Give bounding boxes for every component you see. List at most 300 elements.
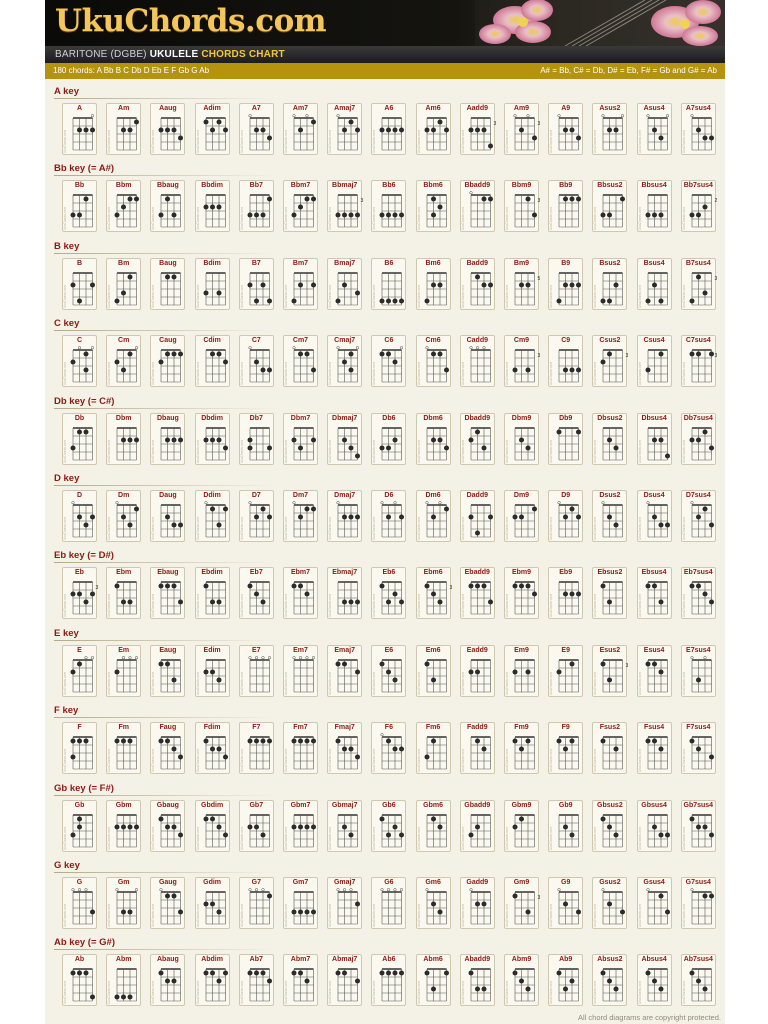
finger-dot [526, 739, 531, 744]
chord-diagram-gbm9[interactable] [504, 800, 539, 852]
chord-diagram-d7[interactable] [239, 490, 274, 542]
chord-diagram-abadd9[interactable] [460, 954, 495, 1006]
chord-diagram-dadd9[interactable] [460, 490, 495, 542]
fretboard [505, 732, 540, 774]
chord-diagram-asus2[interactable] [592, 103, 627, 155]
fretboard [284, 500, 319, 542]
chord-diagram-ebdim[interactable] [195, 567, 230, 619]
chord-diagram-ebmaj7[interactable] [327, 567, 362, 619]
watermark-text: UkuChords.com [681, 517, 686, 540]
chord-diagram-bb9[interactable] [548, 180, 583, 232]
chord-diagram-bbaug[interactable] [150, 180, 185, 232]
watermark-text: UkuChords.com [328, 207, 333, 231]
finger-dot [260, 128, 265, 133]
chord-name: Amaj7 [334, 105, 356, 112]
chord-diagram-gbm6[interactable] [416, 800, 451, 852]
fretboard [417, 655, 452, 697]
chord-diagram-fsus4[interactable] [637, 722, 672, 774]
finger-dot [557, 971, 562, 976]
fretboard [328, 113, 363, 155]
chord-diagram-csus2[interactable] [592, 335, 627, 387]
finger-dot [576, 429, 581, 434]
chord-diagram-gbsus4[interactable] [637, 800, 672, 852]
finger-dot [349, 600, 354, 605]
chord-diagram-gb7[interactable] [239, 800, 274, 852]
chord-diagram-cm7[interactable] [283, 335, 318, 387]
finger-dot [702, 136, 707, 141]
chord-diagram-abm9[interactable] [504, 954, 539, 1006]
chord-diagram-bm[interactable] [106, 258, 141, 310]
finger-dot [620, 197, 625, 202]
key-divider [54, 253, 276, 254]
chord-diagram-db7sus4[interactable] [681, 413, 716, 465]
finger-dot [380, 213, 385, 218]
finger-dot [178, 437, 183, 442]
chord-diagram-g9[interactable] [548, 877, 583, 929]
chord-diagram-gm6[interactable] [416, 877, 451, 929]
finger-dot [355, 515, 360, 520]
chord-diagram-ab9[interactable] [548, 954, 583, 1006]
chord-diagram-gb6[interactable] [371, 800, 406, 852]
watermark-text: UkuChords.com [107, 362, 112, 386]
chord-name: Bb [74, 182, 85, 190]
chord-diagram-dbm7[interactable] [283, 413, 318, 465]
chord-diagram-fm6[interactable] [416, 722, 451, 774]
finger-dot [311, 368, 316, 373]
chord-diagram-eb7[interactable] [239, 567, 274, 619]
finger-dot [311, 507, 316, 512]
chord-diagram-bb[interactable] [62, 180, 97, 232]
chord-diagram-bbm[interactable] [106, 180, 141, 232]
finger-dot [311, 282, 316, 287]
finger-dot [526, 584, 531, 589]
watermark-text: UkuChords.com [328, 904, 333, 927]
chord-diagram-amaj7[interactable] [327, 103, 362, 155]
chord-diagram-daug[interactable] [150, 490, 185, 542]
chord-diagram-c9[interactable] [548, 335, 583, 387]
finger-dot [336, 971, 341, 976]
chord-diagram-d9[interactable] [548, 490, 583, 542]
chord-name: Esus4 [643, 646, 665, 654]
chord-diagram-badd9[interactable] [460, 258, 495, 310]
finger-dot [386, 971, 391, 976]
chord-diagram-f7sus4[interactable] [681, 722, 716, 774]
key-heading: Bb key (= A#) [54, 163, 115, 175]
open-string-marker [381, 501, 384, 504]
chord-diagram-eb7sus4[interactable] [681, 567, 716, 619]
chord-name: Ddim [203, 492, 221, 499]
watermark-text: UkuChords.com [549, 981, 554, 1005]
fretboard [461, 810, 496, 852]
fretboard [240, 732, 275, 774]
chord-diagram-cdim[interactable] [195, 335, 230, 387]
chord-diagram-cmaj7[interactable] [327, 335, 362, 387]
chord-diagram-gaug[interactable] [150, 877, 185, 929]
chord-diagram-em[interactable] [106, 645, 141, 697]
chord-diagram-abmaj7[interactable] [327, 954, 362, 1006]
chord-diagram-am[interactable] [106, 103, 141, 155]
chord-diagram-e[interactable] [62, 645, 97, 697]
chord-diagram-fm[interactable] [106, 722, 141, 774]
chord-diagram-abaug[interactable] [150, 954, 185, 1006]
finger-dot [210, 205, 215, 210]
watermark-text: UkuChords.com [195, 904, 200, 927]
chord-diagram-ddim[interactable] [195, 490, 230, 542]
finger-dot [77, 298, 82, 303]
chord-diagram-gbmaj7[interactable] [327, 800, 362, 852]
finger-dot [342, 515, 347, 520]
watermark-text: UkuChords.com [593, 826, 598, 850]
chord-diagram-b7[interactable] [239, 258, 274, 310]
fretboard [682, 500, 717, 542]
finger-dot [526, 368, 531, 373]
finger-dot [247, 437, 252, 442]
finger-dot [696, 584, 701, 589]
chord-diagram-gdim[interactable] [195, 877, 230, 929]
chord-diagram-bbsus4[interactable] [637, 180, 672, 232]
fretboard [593, 810, 628, 852]
watermark-text: UkuChords.com [549, 517, 554, 540]
chord-diagram-bbm7[interactable] [283, 180, 318, 232]
chord-name: Dsus4 [643, 492, 665, 499]
chord-diagram-aaug[interactable] [150, 103, 185, 155]
chord-diagram-db[interactable] [62, 413, 97, 465]
chord-diagram-absus4[interactable] [637, 954, 672, 1006]
chord-diagram-am9[interactable] [504, 103, 539, 155]
chord-diagram-edim[interactable] [195, 645, 230, 697]
chord-diagram-f[interactable] [62, 722, 97, 774]
chord-diagram-gm[interactable] [106, 877, 141, 929]
chord-diagram-gbm7[interactable] [283, 800, 318, 852]
chord-diagram-g[interactable] [62, 877, 97, 929]
watermark-text: UkuChords.com [63, 594, 67, 618]
chord-diagram-gb[interactable] [62, 800, 97, 852]
chord-diagram-e7sus4[interactable] [681, 645, 716, 697]
chord-diagram-gadd9[interactable] [460, 877, 495, 929]
chord-diagram-fdim[interactable] [195, 722, 230, 774]
watermark-text: UkuChords.com [63, 130, 67, 153]
chord-diagram-emaj7[interactable] [327, 645, 362, 697]
chord-diagram-b9[interactable] [548, 258, 583, 310]
chord-name: Db7sus4 [683, 414, 713, 422]
chord-diagram-gm9[interactable] [504, 877, 539, 929]
chord-diagram-gbm[interactable] [106, 800, 141, 852]
chord-diagram-am6[interactable] [416, 103, 451, 155]
chord-name: Aaug [159, 105, 177, 112]
chord-diagram-ebm7[interactable] [283, 567, 318, 619]
finger-dot [128, 197, 133, 202]
chord-diagram-b[interactable] [62, 258, 97, 310]
chord-diagram-dbaug[interactable] [150, 413, 185, 465]
chord-diagram-dbsus2[interactable] [592, 413, 627, 465]
chord-name: Dbsus2 [597, 414, 623, 422]
finger-dot [254, 360, 259, 365]
watermark-text: UkuChords.com [460, 749, 465, 773]
chord-diagram-eb[interactable] [62, 567, 97, 619]
chord-diagram-ab7sus4[interactable] [681, 954, 716, 1006]
chord-diagram-eaug[interactable] [150, 645, 185, 697]
chord-diagram-db7[interactable] [239, 413, 274, 465]
chord-name: Gbaug [156, 801, 179, 809]
finger-dot [431, 987, 436, 992]
chord-name: Eb7 [249, 569, 263, 577]
chord-diagram-ab6[interactable] [371, 954, 406, 1006]
chord-name: Db7 [249, 414, 263, 422]
chord-diagram-ebadd9[interactable] [460, 567, 495, 619]
chord-diagram-dm9[interactable] [504, 490, 539, 542]
chord-diagram-dm7[interactable] [283, 490, 318, 542]
chord-diagram-dbm6[interactable] [416, 413, 451, 465]
finger-dot [260, 213, 265, 218]
chord-diagram-dbsus4[interactable] [637, 413, 672, 465]
chord-diagram-esus2[interactable] [592, 645, 627, 697]
chord-diagram-abm6[interactable] [416, 954, 451, 1006]
chord-diagram-am7[interactable] [283, 103, 318, 155]
watermark-text: UkuChords.com [63, 749, 67, 773]
site-logo[interactable]: UkuChords.com [55, 3, 327, 39]
chord-diagram-eb6[interactable] [371, 567, 406, 619]
chord-diagram-fm7[interactable] [283, 722, 318, 774]
chord-diagram-gbaug[interactable] [150, 800, 185, 852]
chord-diagram-ab[interactable] [62, 954, 97, 1006]
chord-diagram-c[interactable] [62, 335, 97, 387]
chord-diagram-bsus4[interactable] [637, 258, 672, 310]
chord-diagram-db6[interactable] [371, 413, 406, 465]
chord-diagram-faug[interactable] [150, 722, 185, 774]
chord-diagram-csus4[interactable] [637, 335, 672, 387]
chord-diagram-bm7[interactable] [283, 258, 318, 310]
watermark-text: UkuChords.com [505, 439, 509, 463]
chord-diagram-abm7[interactable] [283, 954, 318, 1006]
finger-dot [121, 739, 126, 744]
finger-dot [223, 755, 228, 760]
chord-diagram-abm[interactable] [106, 954, 141, 1006]
chord-diagram-ebm9[interactable] [504, 567, 539, 619]
chord-diagram-bbdim[interactable] [195, 180, 230, 232]
chord-diagram-dm6[interactable] [416, 490, 451, 542]
finger-dot [247, 213, 252, 218]
chord-diagram-asus4[interactable] [637, 103, 672, 155]
fretboard [417, 964, 452, 1006]
chord-diagram-e9[interactable] [548, 645, 583, 697]
chord-diagram-dsus4[interactable] [637, 490, 672, 542]
chord-diagram-bsus2[interactable] [592, 258, 627, 310]
chord-diagram-bm6[interactable] [416, 258, 451, 310]
chord-name: Db [74, 414, 85, 422]
chord-diagram-c6[interactable] [371, 335, 406, 387]
finger-dot [342, 747, 347, 752]
chord-diagram-bbsus2[interactable] [592, 180, 627, 232]
open-string-marker [306, 114, 309, 117]
chord-name: Ebdim [201, 569, 223, 577]
key-divider [54, 98, 276, 99]
chord-diagram-gmaj7[interactable] [327, 877, 362, 929]
fret-number: 5 [537, 275, 541, 282]
chord-diagram-fsus2[interactable] [592, 722, 627, 774]
chord-diagram-gsus2[interactable] [592, 877, 627, 929]
finger-dot [386, 669, 391, 674]
watermark-text: UkuChords.com [107, 749, 112, 773]
finger-dot [305, 592, 310, 597]
chord-diagram-g7[interactable] [239, 877, 274, 929]
chord-diagram-d[interactable] [62, 490, 97, 542]
chord-diagram-adim[interactable] [195, 103, 230, 155]
chord-diagram-gb7sus4[interactable] [681, 800, 716, 852]
chord-name: Ebm7 [290, 569, 311, 577]
chord-diagram-ebsus4[interactable] [637, 567, 672, 619]
chord-diagram-bbmaj7[interactable] [327, 180, 362, 232]
watermark-text: UkuChords.com [239, 981, 244, 1005]
chord-diagram-gbdim[interactable] [195, 800, 230, 852]
chord-diagram-gbadd9[interactable] [460, 800, 495, 852]
chord-diagram-esus4[interactable] [637, 645, 672, 697]
chord-diagram-cadd9[interactable] [460, 335, 495, 387]
chord-diagram-a7sus4[interactable] [681, 103, 716, 155]
chord-diagram-bbm6[interactable] [416, 180, 451, 232]
chord-diagram-dm[interactable] [106, 490, 141, 542]
chord-diagram-eb9[interactable] [548, 567, 583, 619]
chord-diagram-dbm9[interactable] [504, 413, 539, 465]
chord-diagram-c7sus4[interactable] [681, 335, 716, 387]
finger-dot [444, 128, 449, 133]
chord-name: Bmaj7 [334, 259, 356, 267]
chord-name: Bb6 [382, 182, 396, 190]
finger-dot [267, 197, 272, 202]
chord-diagram-dsus2[interactable] [592, 490, 627, 542]
chord-diagram-c7[interactable] [239, 335, 274, 387]
chord-diagram-fadd9[interactable] [460, 722, 495, 774]
chord-name: Bb7sus4 [683, 182, 713, 190]
watermark-text: UkuChords.com [549, 904, 554, 927]
chord-diagram-e7[interactable] [239, 645, 274, 697]
chord-diagram-bdim[interactable] [195, 258, 230, 310]
key-divider [54, 949, 276, 950]
chord-diagram-em7[interactable] [283, 645, 318, 697]
chord-diagram-ab7[interactable] [239, 954, 274, 1006]
chord-diagram-d7sus4[interactable] [681, 490, 716, 542]
fretboard [461, 113, 496, 155]
chord-diagram-dmaj7[interactable] [327, 490, 362, 542]
chord-diagram-fmaj7[interactable] [327, 722, 362, 774]
chord-diagram-dbmaj7[interactable] [327, 413, 362, 465]
finger-dot [115, 824, 120, 829]
chord-diagram-b6[interactable] [371, 258, 406, 310]
chord-diagram-bb6[interactable] [371, 180, 406, 232]
finger-dot [260, 368, 265, 373]
finger-dot [134, 824, 139, 829]
chord-diagram-gsus4[interactable] [637, 877, 672, 929]
open-string-marker [116, 501, 119, 504]
finger-dot [526, 987, 531, 992]
chord-name: Dadd9 [466, 492, 488, 499]
chord-diagram-baug[interactable] [150, 258, 185, 310]
chord-diagram-a9[interactable] [548, 103, 583, 155]
chord-diagram-caug[interactable] [150, 335, 185, 387]
chord-diagram-bb7sus4[interactable] [681, 180, 716, 232]
chord-diagram-cm9[interactable] [504, 335, 539, 387]
chord-diagram-b7sus4[interactable] [681, 258, 716, 310]
chord-diagram-cm[interactable] [106, 335, 141, 387]
open-string-marker [135, 888, 138, 891]
finger-dot [576, 282, 581, 287]
chord-diagram-dbdim[interactable] [195, 413, 230, 465]
fretboard [328, 268, 363, 310]
finger-dot [513, 824, 518, 829]
chord-diagram-em9[interactable] [504, 645, 539, 697]
chord-diagram-db9[interactable] [548, 413, 583, 465]
watermark-text: UkuChords.com [637, 904, 642, 927]
fretboard [549, 423, 584, 465]
chord-diagram-dbadd9[interactable] [460, 413, 495, 465]
chord-diagram-f6[interactable] [371, 722, 406, 774]
chord-name: E7 [252, 646, 261, 654]
chord-diagram-ebm6[interactable] [416, 567, 451, 619]
chord-diagram-gm7[interactable] [283, 877, 318, 929]
chord-diagram-bbadd9[interactable] [460, 180, 495, 232]
chord-diagram-d6[interactable] [371, 490, 406, 542]
chord-diagram-g6[interactable] [371, 877, 406, 929]
chord-diagram-em6[interactable] [416, 645, 451, 697]
chord-diagram-bm9[interactable] [504, 258, 539, 310]
chord-diagram-gb9[interactable] [548, 800, 583, 852]
chord-diagram-eadd9[interactable] [460, 645, 495, 697]
chord-diagram-bb7[interactable] [239, 180, 274, 232]
chord-diagram-cm6[interactable] [416, 335, 451, 387]
chord-diagram-e6[interactable] [371, 645, 406, 697]
chord-diagram-f7[interactable] [239, 722, 274, 774]
open-string-marker [337, 347, 340, 350]
fretboard [372, 732, 407, 774]
chord-diagram-a7[interactable] [239, 103, 274, 155]
fretboard [284, 345, 319, 387]
watermark-text: UkuChords.com [460, 517, 465, 540]
open-string-marker [261, 888, 264, 891]
chord-diagram-bbm9[interactable] [504, 180, 539, 232]
chord-diagram-f9[interactable] [548, 722, 583, 774]
chord-diagram-abdim[interactable] [195, 954, 230, 1006]
finger-dot [260, 739, 265, 744]
chord-diagram-dbm[interactable] [106, 413, 141, 465]
key-heading: Gb key (= F#) [54, 782, 114, 794]
chord-diagram-a6[interactable] [371, 103, 406, 155]
finger-dot [298, 584, 303, 589]
fretboard [107, 887, 142, 929]
chord-diagram-ebaug[interactable] [150, 567, 185, 619]
open-string-marker [394, 888, 397, 891]
watermark-text: UkuChords.com [239, 826, 244, 850]
chord-diagram-fm9[interactable] [504, 722, 539, 774]
fret-number: 3 [714, 353, 718, 360]
chord-diagram-absus2[interactable] [592, 954, 627, 1006]
chord-name: Bb7 [249, 182, 263, 190]
chord-diagram-g7sus4[interactable] [681, 877, 716, 929]
finger-dot [305, 739, 310, 744]
watermark-text: UkuChords.com [328, 517, 333, 540]
chord-diagram-gbsus2[interactable] [592, 800, 627, 852]
chord-name: Fadd9 [466, 724, 488, 732]
watermark-text: UkuChords.com [460, 130, 465, 153]
open-string-marker [293, 501, 296, 504]
finger-dot [393, 592, 398, 597]
chord-diagram-bmaj7[interactable] [327, 258, 362, 310]
open-string-marker [401, 347, 404, 350]
finger-dot [134, 120, 139, 125]
chord-diagram-a[interactable] [62, 103, 97, 155]
chord-diagram-ebm[interactable] [106, 567, 141, 619]
chord-diagram-ebsus2[interactable] [592, 567, 627, 619]
chord-diagram-aadd9[interactable] [460, 103, 495, 155]
finger-dot [210, 437, 215, 442]
